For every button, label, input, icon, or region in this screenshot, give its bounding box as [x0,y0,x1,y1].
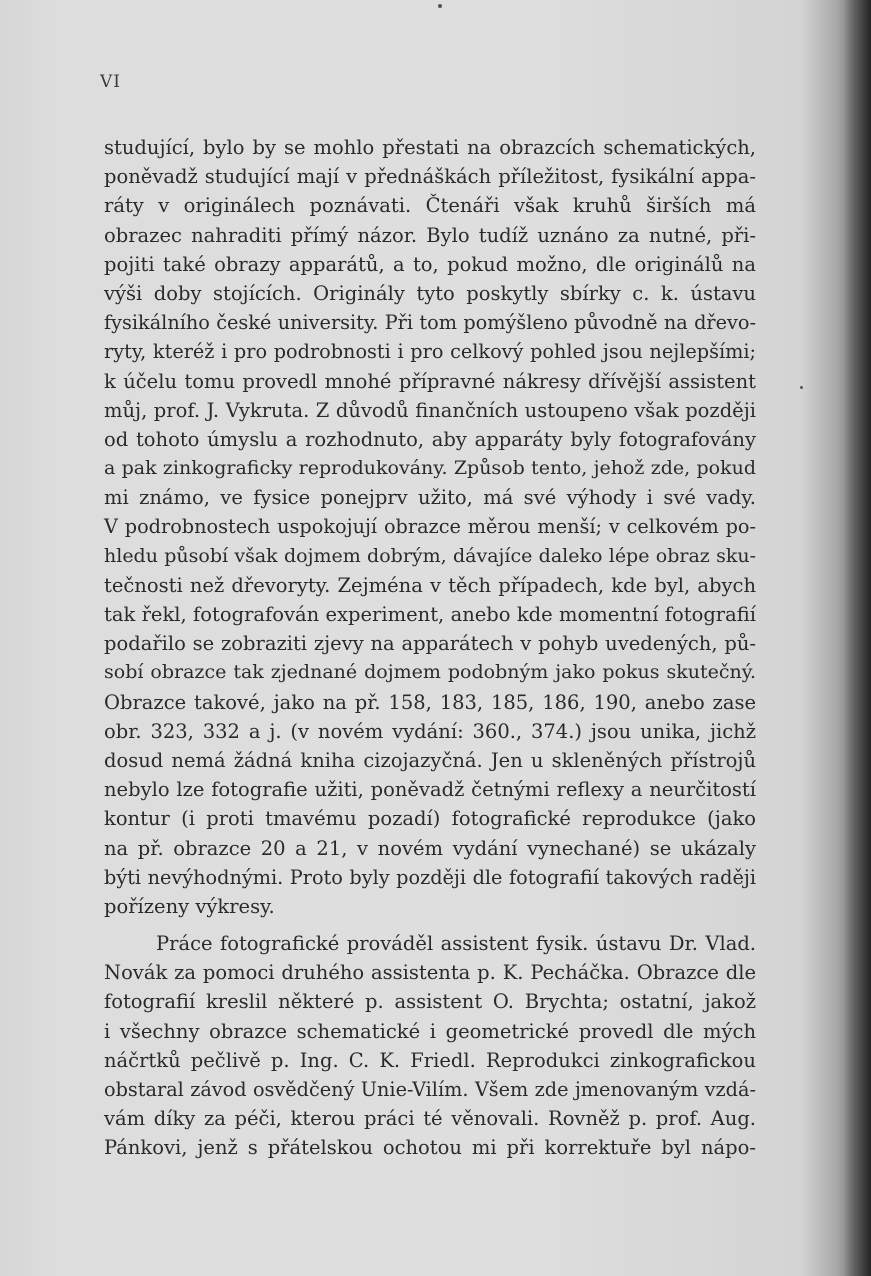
text-line: hledu působí však dojmem dobrým, dávajíce daleko lépe obraz sku- [104,544,756,567]
text-line: kontur (i proti tmavému pozadí) fotografické reprodukce (jako [104,807,756,831]
print-speck [800,386,803,389]
text-line: fysikálního české university. Při tom pomýšleno původně na dřevo- [104,311,756,335]
text-line: mi známo, ve fysice ponejprv užito, má své výhody i své vady. [104,486,756,510]
text-line: Práce fotografické prováděl assistent fysik. ústavu Dr. Vlad. [156,932,756,956]
text-line: můj, prof. J. Vykruta. Z důvodů finančních ustoupeno však později [104,398,756,422]
text-line: obrazec nahraditi přímý názor. Bylo tudíž uznáno za nutné, při- [104,223,756,247]
text-line: dosud nemá žádná kniha cizojazyčná. Jen u skleněných přístrojů [104,748,756,772]
text-line: vám díky za péči, kterou práci té věnovali. Rovněž p. prof. Aug. [104,1107,756,1131]
text-line: výši doby stojících. Originály tyto poskytly sbírky c. k. ústavu [104,281,756,305]
text-line: nebylo lze fotografie užiti, poněvadž četnými reflexy a neurčitostí [104,778,756,802]
text-line: obstaral závod osvědčený Unie-Vilím. Všem zde jmenovaným vzdá- [104,1078,756,1101]
text-line: studující, bylo by se mohlo přestati na obrazcích schematických, [104,136,756,159]
text-line: pojiti také obrazy apparátů, a to, pokud možno, dle originálů na [104,252,756,276]
print-speck [438,4,442,8]
text-line: býti nevýhodnými. Proto byly později dle fotografií takových raději [104,865,756,889]
paragraph-1 [104,133,756,921]
text-line: Novák za pomoci druhého assistenta p. K. Pecháčka. Obrazce dle [104,961,756,985]
text-line: a pak zinkograficky reprodukovány. Způsob tento, jehož zde, pokud [104,457,756,480]
page-number: VI [100,72,121,92]
page-edge-shadow [843,0,871,1276]
text-line: podařilo se zobraziti zjevy na apparátech v pohyb uvedených, pů- [104,632,756,656]
text-line: tečnosti než dřevoryty. Zejména v těch případech, kde byl, abych [104,573,756,597]
text-line: od tohoto úmyslu a rozhodnuto, aby apparáty byly fotografovány [104,427,756,451]
text-line: fotografií kreslil některé p. assistent O. Brychta; ostatní, jakož [104,990,756,1014]
text-line: na př. obrazce 20 a 21, v novém vydání vynechané) se ukázaly [104,836,756,860]
body-text [104,133,756,1163]
text-line: i všechny obrazce schematické i geometrické provedl dle mých [104,1019,756,1043]
paragraph-2 [104,929,756,1163]
text-line: poněvadž studující mají v přednáškách příležitost, fysikální appa- [104,165,756,189]
text-line: V podrobnostech uspokojují obrazce měrou menší; v celkovém po- [104,515,756,539]
text-line: ryty, kteréž i pro podrobnosti i pro celkový pohled jsou nejlepšími; [104,340,756,364]
text-line: náčrtků pečlivě p. Ing. C. K. Friedl. Reprodukci zinkografickou [104,1048,756,1072]
text-line: sobí obrazce tak zjednané dojmem podobným jako pokus skutečný. [104,661,756,684]
text-line: tak řekl, fotografován experiment, anebo kde momentní fotografií [104,603,756,626]
text-line: ráty v originálech poznávati. Čtenáři však kruhů širších má [104,194,756,218]
text-line: Pánkovi, jenž s přátelskou ochotou mi při korrektuře byl nápo- [104,1136,756,1160]
text-line: obr. 323, 332 a j. (v novém vydání: 360., 374.) jsou unika, jichž [104,719,756,743]
text-line: Obrazce takové, jako na př. 158, 183, 185, 186, 190, anebo zase [104,690,756,714]
text-line: pořízeny výkresy. [104,894,275,918]
text-line: k účelu tomu provedl mnohé přípravné nákresy dřívější assistent [104,369,756,393]
